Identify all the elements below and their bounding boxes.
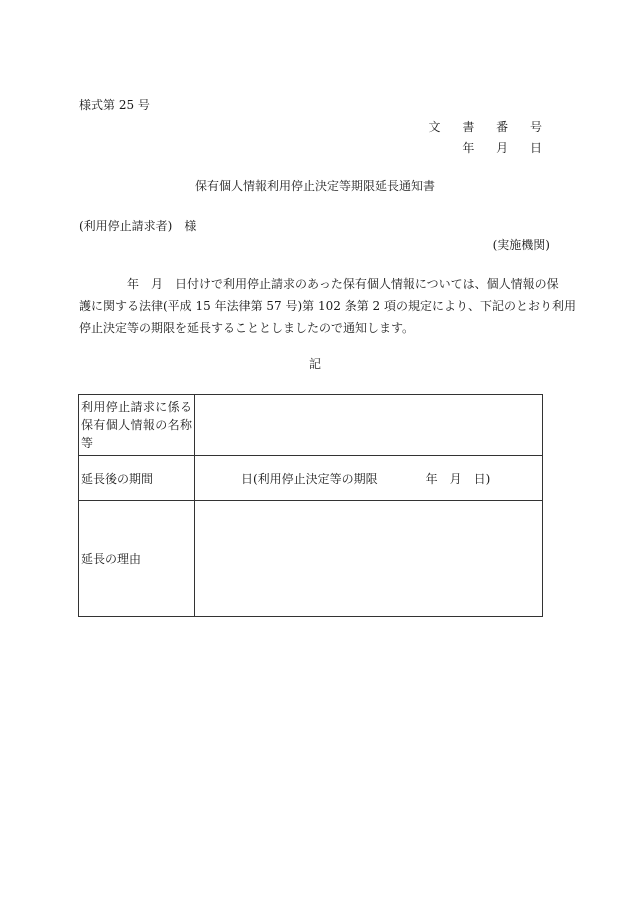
table-row-reason <box>79 501 543 617</box>
date-label: 年 月 日 <box>462 141 551 155</box>
body-line-2: 護に関する法律(平成 15 年法律第 57 号)第 102 条第 2 項の規定により、下記のとおり利用 <box>79 299 576 313</box>
info-name-label-line2: 保有個人情報の名称 <box>81 418 192 432</box>
info-name-value-cell[interactable] <box>195 395 543 456</box>
detail-table <box>78 394 543 617</box>
reason-value-cell[interactable] <box>195 501 543 617</box>
table-row-info-name <box>79 395 543 456</box>
ki-heading: 記 <box>308 357 321 371</box>
form-number: 様式第 25 号 <box>79 98 150 112</box>
reason-label-cell: 延長の理由 <box>79 501 195 617</box>
document-title: 保有個人情報利用停止決定等期限延長通知書 <box>194 179 435 193</box>
issuer-line: (実施機関) <box>492 238 550 252</box>
document-number-label: 文 書 番 号 <box>428 120 551 134</box>
info-name-label-line1: 利用停止請求に係る <box>81 400 192 414</box>
period-value-cell[interactable]: 日(利用停止決定等の期限 年 月 日) <box>195 456 543 501</box>
table-row-period <box>79 456 543 501</box>
info-name-label-line3: 等 <box>81 436 94 450</box>
body-line-3: 停止決定等の期限を延長することとしましたので通知します。 <box>79 321 415 335</box>
body-line-1: 年 月 日付けで利用停止請求のあった保有個人情報については、個人情報の保 <box>79 277 559 291</box>
body-paragraph <box>79 273 576 339</box>
period-label-cell: 延長後の期間 <box>79 456 195 501</box>
info-name-label-cell <box>79 395 195 456</box>
recipient-line: (利用停止請求者) 様 <box>79 219 197 233</box>
